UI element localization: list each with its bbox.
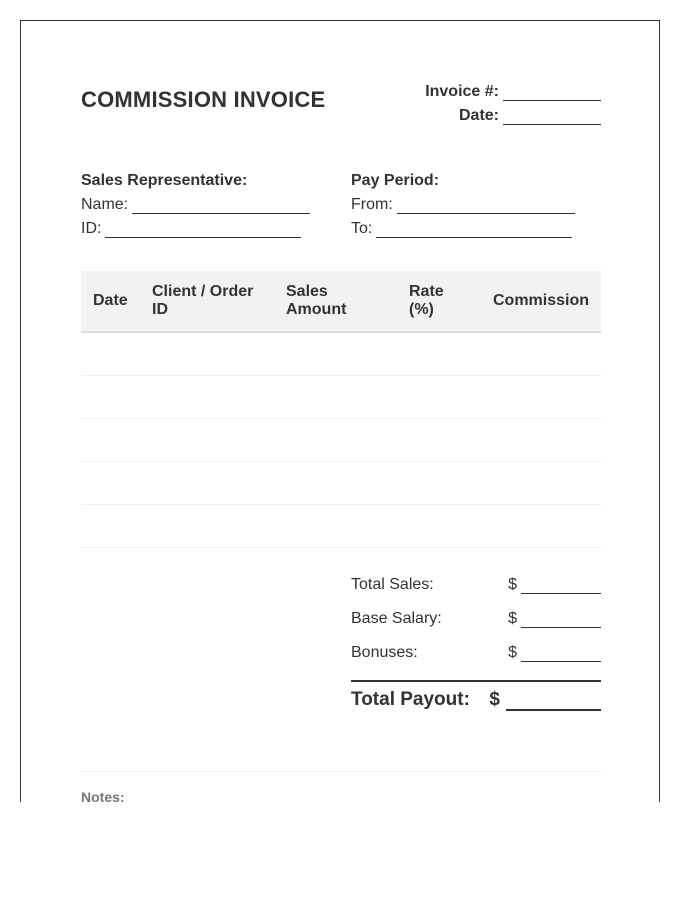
cell-sales-amount[interactable] — [274, 376, 397, 419]
invoice-date-blank[interactable] — [503, 110, 601, 125]
pay-period-from-field — [351, 196, 575, 214]
pay-period-to-label: To: — [351, 220, 373, 237]
column-header-date: Date — [81, 271, 140, 332]
notes-divider — [81, 771, 601, 772]
rep-name-blank[interactable] — [132, 199, 310, 214]
pay-period-heading: Pay Period: — [351, 172, 440, 189]
column-header-commission: Commission — [481, 271, 601, 332]
cell-date[interactable] — [81, 332, 140, 376]
column-header-rate: Rate (%) — [397, 271, 481, 332]
table-row — [81, 376, 601, 419]
cell-commission[interactable] — [481, 419, 601, 462]
rep-id-blank[interactable] — [105, 223, 301, 238]
table-row — [81, 419, 601, 462]
rep-name-field — [81, 196, 310, 214]
cell-sales-amount[interactable] — [274, 332, 397, 376]
table-row — [81, 332, 601, 376]
pay-period-from-label: From: — [351, 196, 393, 213]
cell-client-order-id[interactable] — [140, 419, 274, 462]
cell-sales-amount[interactable] — [274, 462, 397, 505]
bonuses-currency: $ — [508, 644, 517, 661]
cell-client-order-id[interactable] — [140, 332, 274, 376]
cell-client-order-id[interactable] — [140, 462, 274, 505]
cell-commission[interactable] — [481, 376, 601, 419]
invoice-number-label: Invoice #: — [425, 83, 499, 100]
total-sales-blank[interactable] — [521, 579, 601, 594]
invoice-number-blank[interactable] — [503, 86, 601, 101]
cell-date[interactable] — [81, 505, 140, 548]
sales-rep-heading: Sales Representative: — [81, 172, 248, 189]
document-title: COMMISSION INVOICE — [81, 87, 326, 112]
base-salary-currency: $ — [508, 610, 517, 627]
cell-rate[interactable] — [397, 462, 481, 505]
cell-rate[interactable] — [397, 332, 481, 376]
base-salary-row — [351, 610, 601, 628]
cell-rate[interactable] — [397, 419, 481, 462]
cell-commission[interactable] — [481, 332, 601, 376]
cell-rate[interactable] — [397, 376, 481, 419]
bonuses-label: Bonuses: — [351, 644, 418, 661]
cell-client-order-id[interactable] — [140, 376, 274, 419]
cell-date[interactable] — [81, 376, 140, 419]
cell-sales-amount[interactable] — [274, 419, 397, 462]
column-header-client-order-id: Client / Order ID — [140, 271, 274, 332]
notes-label: Notes: — [81, 789, 125, 802]
column-header-sales-amount: Sales Amount — [274, 271, 397, 332]
pay-period-to-blank[interactable] — [376, 223, 572, 238]
table-header-row — [81, 271, 601, 332]
pay-period-from-blank[interactable] — [397, 199, 575, 214]
bonuses-row — [351, 644, 601, 662]
base-salary-label: Base Salary: — [351, 610, 442, 627]
cell-sales-amount[interactable] — [274, 505, 397, 548]
cell-date[interactable] — [81, 419, 140, 462]
table-row — [81, 462, 601, 505]
rep-id-label: ID: — [81, 220, 102, 237]
total-payout-blank[interactable] — [506, 691, 601, 711]
cell-client-order-id[interactable] — [140, 505, 274, 548]
cell-commission[interactable] — [481, 462, 601, 505]
total-sales-label: Total Sales: — [351, 576, 434, 593]
bonuses-blank[interactable] — [521, 647, 601, 662]
rep-id-field — [81, 220, 301, 238]
total-sales-row — [351, 576, 601, 594]
total-divider — [351, 680, 601, 682]
total-payout-currency: $ — [489, 689, 500, 710]
base-salary-blank[interactable] — [521, 613, 601, 628]
total-sales-currency: $ — [508, 576, 517, 593]
invoice-date-label: Date: — [458, 107, 499, 124]
table-row — [81, 505, 601, 548]
invoice-number-field — [425, 83, 601, 101]
rep-name-label: Name: — [81, 196, 129, 213]
invoice-date-field — [459, 107, 601, 125]
cell-commission[interactable] — [481, 505, 601, 548]
cell-rate[interactable] — [397, 505, 481, 548]
total-payout-row — [351, 689, 601, 711]
invoice-sheet — [20, 20, 660, 802]
pay-period-to-field — [351, 220, 572, 238]
total-payout-label: Total Payout: — [351, 689, 470, 710]
cell-date[interactable] — [81, 462, 140, 505]
commission-table — [81, 271, 601, 548]
